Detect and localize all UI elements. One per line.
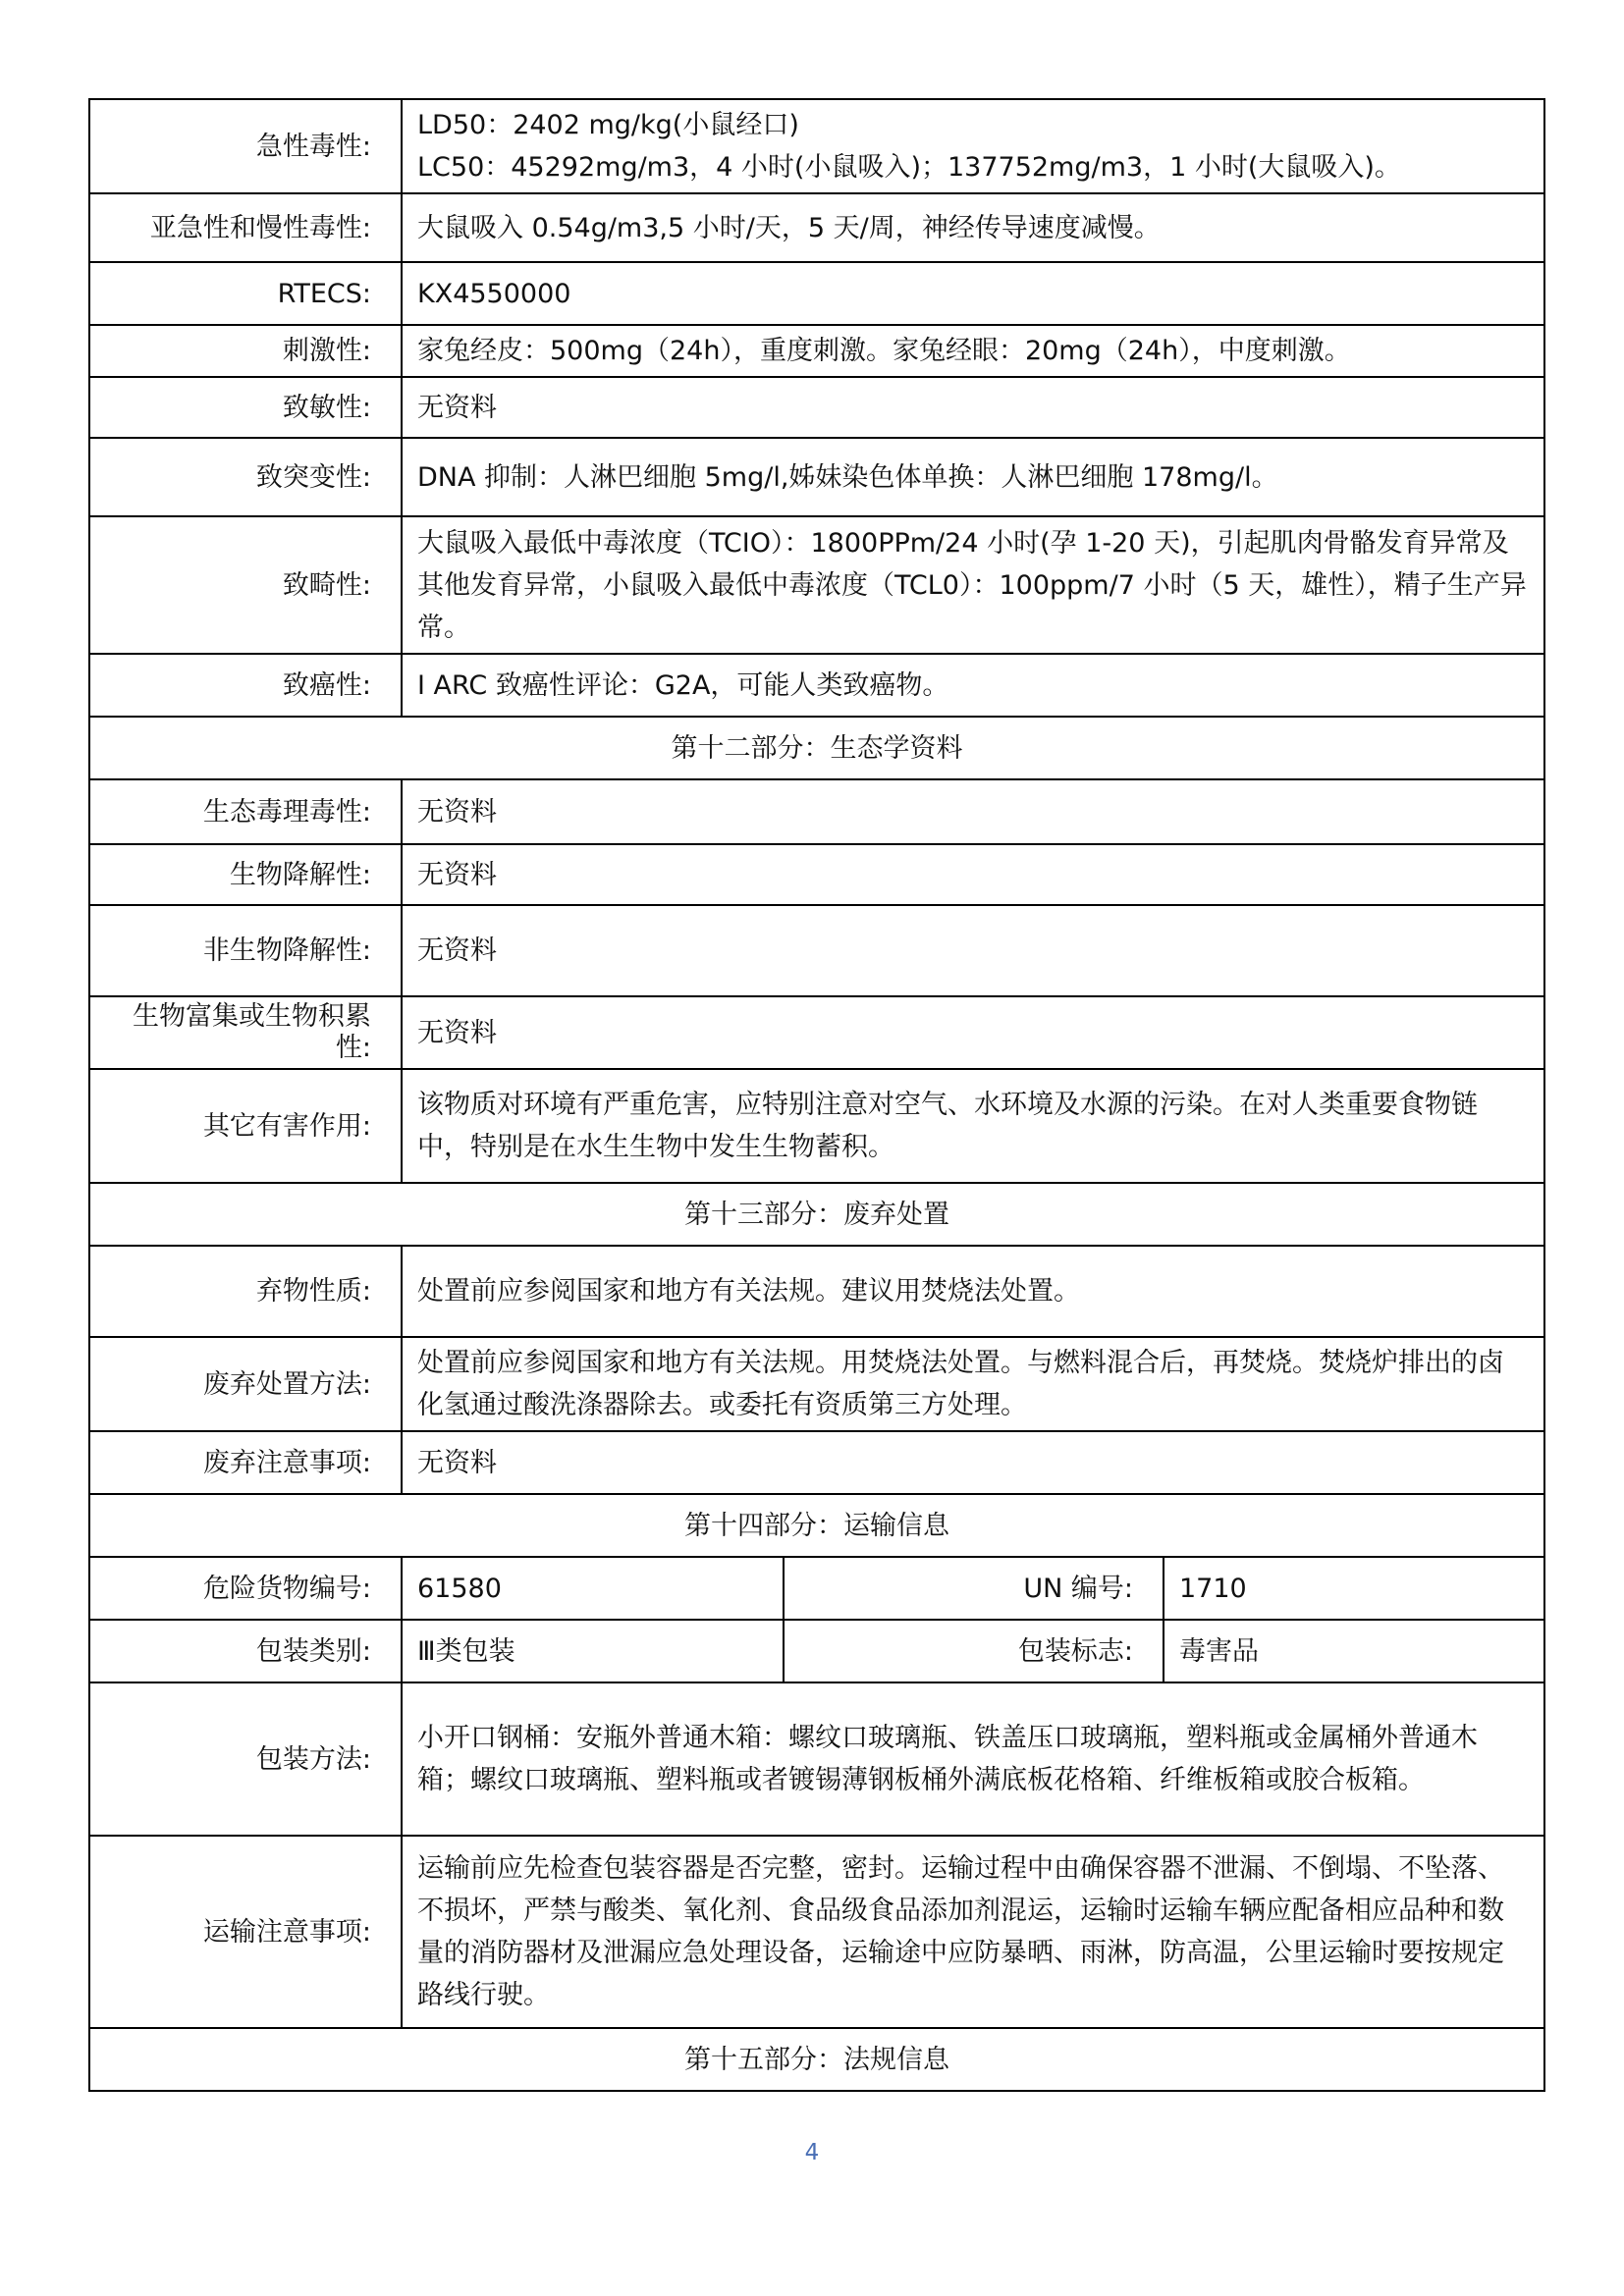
row-irritation	[89, 325, 1544, 377]
row-chronic-toxicity	[89, 193, 1544, 262]
value-irritation: 家兔经皮：500mg（24h），重度刺激。家兔经眼：20mg（24h），中度刺激。	[402, 325, 1544, 377]
msds-table	[88, 98, 1545, 2092]
label-irritation: 刺激性:	[89, 325, 402, 377]
value-sensitization: 无资料	[402, 377, 1544, 438]
label-packing-method: 包装方法:	[89, 1682, 402, 1836]
row-transport-notes	[89, 1836, 1544, 2028]
value-transport-notes: 运输前应先检查包装容器是否完整，密封。运输过程中由确保容器不泄漏、不倒塌、不坠落、不损坏，严禁与酸类、氧化剂、食品级食品添加剂混运，运输时运输车辆应配备相应品种和数量的消防器材及泄漏应急处理设备，运输途中应防暴晒、雨淋，防高温，公里运输时要按规定路线行驶。	[402, 1836, 1544, 2028]
row-disposal-method	[89, 1337, 1544, 1431]
value-ecotoxicity: 无资料	[402, 779, 1544, 844]
label-other-hazards: 其它有害作用:	[89, 1069, 402, 1183]
label-bioaccumulation: 生物富集或生物积累性:	[89, 996, 402, 1069]
value-dangerous-goods-no: 61580	[402, 1557, 784, 1620]
row-acute-toxicity	[89, 99, 1544, 193]
row-biodegradability	[89, 844, 1544, 905]
label-disposal-method: 废弃处置方法:	[89, 1337, 402, 1431]
label-packing-mark: 包装标志:	[784, 1620, 1164, 1682]
value-disposal-method: 处置前应参阅国家和地方有关法规。用焚烧法处置。与燃料混合后，再焚烧。焚烧炉排出的卤化氢通过酸洗涤器除去。或委托有资质第三方处理。	[402, 1337, 1544, 1431]
label-sensitization: 致敏性:	[89, 377, 402, 438]
value-packing-mark: 毒害品	[1164, 1620, 1544, 1682]
label-abiotic-degradability: 非生物降解性:	[89, 905, 402, 996]
value-un-number: 1710	[1164, 1557, 1544, 1620]
value-other-hazards: 该物质对环境有严重危害，应特别注意对空气、水环境及水源的污染。在对人类重要食物链中，特别是在水生生物中发生生物蓄积。	[402, 1069, 1544, 1183]
section-13-heading: 第十三部分：废弃处置	[89, 1183, 1544, 1246]
label-teratogenicity: 致畸性:	[89, 516, 402, 654]
value-carcinogenicity: I ARC 致癌性评论：G2A，可能人类致癌物。	[402, 654, 1544, 717]
value-bioaccumulation: 无资料	[402, 996, 1544, 1069]
label-waste-nature: 弃物性质:	[89, 1246, 402, 1337]
value-waste-nature: 处置前应参阅国家和地方有关法规。建议用焚烧法处置。	[402, 1246, 1544, 1337]
row-packing-group	[89, 1620, 1544, 1682]
value-rtecs: KX4550000	[402, 262, 1544, 325]
label-biodegradability: 生物降解性:	[89, 844, 402, 905]
label-un-number: UN 编号:	[784, 1557, 1164, 1620]
row-teratogenicity	[89, 516, 1544, 654]
row-bioaccumulation	[89, 996, 1544, 1069]
section-15-heading: 第十五部分：法规信息	[89, 2028, 1544, 2091]
row-carcinogenicity	[89, 654, 1544, 717]
row-mutagenicity	[89, 438, 1544, 516]
value-mutagenicity: DNA 抑制：人淋巴细胞 5mg/l,姊妹染色体单换：人淋巴细胞 178mg/l。	[402, 438, 1544, 516]
section-15-row	[89, 2028, 1544, 2091]
row-sensitization	[89, 377, 1544, 438]
value-biodegradability: 无资料	[402, 844, 1544, 905]
value-disposal-notes: 无资料	[402, 1431, 1544, 1494]
value-chronic-toxicity: 大鼠吸入 0.54g/m3,5 小时/天，5 天/周，神经传导速度减慢。	[402, 193, 1544, 262]
label-packing-group: 包装类别:	[89, 1620, 402, 1682]
label-acute-toxicity: 急性毒性:	[89, 99, 402, 193]
row-dangerous-goods-no	[89, 1557, 1544, 1620]
label-disposal-notes: 废弃注意事项:	[89, 1431, 402, 1494]
label-ecotoxicity: 生态毒理毒性:	[89, 779, 402, 844]
section-13-row	[89, 1183, 1544, 1246]
value-acute-toxicity: LD50：2402 mg/kg(小鼠经口) LC50：45292mg/m3，4 小时(小鼠吸入)；137752mg/m3，1 小时(大鼠吸入)。	[402, 99, 1544, 193]
row-ecotoxicity	[89, 779, 1544, 844]
row-waste-nature	[89, 1246, 1544, 1337]
row-rtecs	[89, 262, 1544, 325]
label-rtecs: RTECS:	[89, 262, 402, 325]
row-packing-method	[89, 1682, 1544, 1836]
section-12-row	[89, 717, 1544, 779]
value-packing-group: Ⅲ类包装	[402, 1620, 784, 1682]
label-chronic-toxicity: 亚急性和慢性毒性:	[89, 193, 402, 262]
label-carcinogenicity: 致癌性:	[89, 654, 402, 717]
label-mutagenicity: 致突变性:	[89, 438, 402, 516]
row-other-hazards	[89, 1069, 1544, 1183]
value-packing-method: 小开口钢桶：安瓶外普通木箱：螺纹口玻璃瓶、铁盖压口玻璃瓶，塑料瓶或金属桶外普通木箱；螺纹口玻璃瓶、塑料瓶或者镀锡薄钢板桶外满底板花格箱、纤维板箱或胶合板箱。	[402, 1682, 1544, 1836]
page-number: 4	[804, 2140, 820, 2165]
section-12-heading: 第十二部分：生态学资料	[89, 717, 1544, 779]
row-disposal-notes	[89, 1431, 1544, 1494]
section-14-heading: 第十四部分：运输信息	[89, 1494, 1544, 1557]
label-dangerous-goods-no: 危险货物编号:	[89, 1557, 402, 1620]
section-14-row	[89, 1494, 1544, 1557]
label-transport-notes: 运输注意事项:	[89, 1836, 402, 2028]
row-abiotic-degradability	[89, 905, 1544, 996]
value-teratogenicity: 大鼠吸入最低中毒浓度（TCIO）：1800PPm/24 小时(孕 1-20 天)，引起肌肉骨骼发育异常及其他发育异常，小鼠吸入最低中毒浓度（TCL0）：100ppm/7 小时（5 天，雄性），精子生产异常。	[402, 516, 1544, 654]
value-abiotic-degradability: 无资料	[402, 905, 1544, 996]
